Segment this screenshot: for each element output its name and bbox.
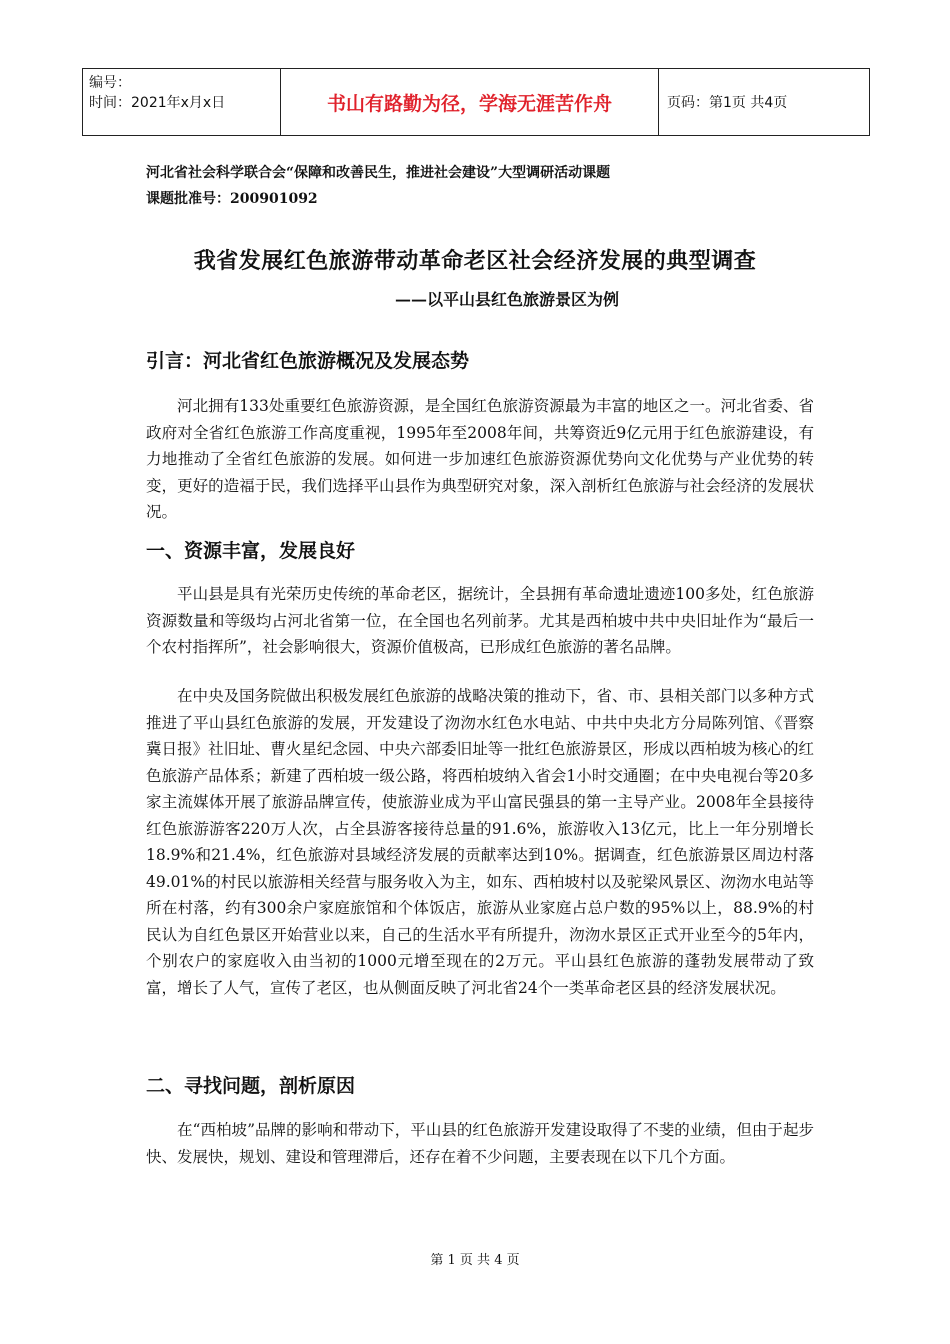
header-meta-cell [83, 69, 281, 135]
section-1-paragraph-1: 平山县是具有光荣历史传统的革命老区，据统计，全县拥有革命遗址遗迹100多处，红色旅游资源数量和等级均占河北省第一位，在全国也名列前茅。尤其是西柏坡中共中央旧址作为“最后一个农村指挥所”，社会影响很大，资源价值极高，已形成红色旅游的著名品牌。 [146, 585, 814, 656]
header-table [82, 68, 870, 136]
topic-approval-number: 课题批准号：200901092 [146, 191, 318, 207]
section-1-heading: 一、资源丰富，发展良好 [146, 540, 356, 562]
document-date: 时间：2021年x月x日 [89, 95, 226, 111]
document-subtitle: ——以平山县红色旅游景区为例 [395, 290, 620, 309]
page-footer: 第 1 页 共 4 页 [430, 1253, 520, 1268]
document-number-label: 编号： [89, 75, 131, 91]
header-page-info: 页码：第1页 共4页 [667, 95, 788, 111]
intro-heading: 引言：河北省红色旅游概况及发展态势 [146, 350, 470, 372]
intro-paragraph: 河北拥有133处重要红色旅游资源，是全国红色旅游资源最为丰富的地区之一。河北省委、省政府对全省红色旅游工作高度重视，1995年至2008年间，共筹资近9亿元用于红色旅游建设，有力地推动了全省红色旅游的发展。如何进一步加速红色旅游资源优势向文化优势与产业优势的转变，更好的造福于民，我们选择平山县作为典型研究对象，深入剖析红色旅游与社会经济的发展状况。 [146, 397, 814, 521]
topic-line-1: 河北省社会科学联合会“保障和改善民生，推进社会建设”大型调研活动课题 [146, 165, 611, 181]
document-title: 我省发展红色旅游带动革命老区社会经济发展的典型调查 [193, 249, 757, 274]
section-2-heading: 二、寻找问题，剖析原因 [146, 1075, 356, 1097]
header-motto: 书山有路勤为径，学海无涯苦作舟 [281, 69, 659, 135]
section-1-paragraph-2: 在中央及国务院做出积极发展红色旅游的战略决策的推动下，省、市、县相关部门以多种方式推进了平山县红色旅游的发展，开发建设了沕沕水红色水电站、中共中央北方分局陈列馆、《晋察冀日报》社旧址、曹火星纪念园、中央六部委旧址等一批红色旅游景区，形成以西柏坡为核心的红色旅游产品体系；新建了西柏坡一级公路，将西柏坡纳入省会1小时交通圈；在中央电视台等20多家主流媒体开展了旅游品牌宣传，使旅游业成为平山富民强县的第一主导产业。2008年全县接待红色旅游游客220万人次，占全县游客接待总量的91.6%，旅游收入13亿元，比上一年分别增长18.9%和21.4%，红色旅游对县域经济发展的贡献率达到10%。据调查，红色旅游景区周边村落49.01%的村民以旅游相关经营与服务收入为主，如东、西柏坡村以及驼梁风景区、沕沕水电站等所在村落，约有300余户家庭旅馆和个体饭店，旅游从业家庭占总户数的95%以上，88.9%的村民认为自红色景区开始营业以来，自己的生活水平有所提升，沕沕水景区正式开业至今的5年内，个别农户的家庭收入由当初的1000元增至现在的2万元。平山县红色旅游的蓬勃发展带动了致富，增长了人气，宣传了老区，也从侧面反映了河北省24个一类革命老区县的经济发展状况。 [146, 687, 814, 997]
section-2-paragraph: 在“西柏坡”品牌的影响和带动下，平山县的红色旅游开发建设取得了不斐的业绩，但由于起步快、发展快，规划、建设和管理滞后，还存在着不少问题，主要表现在以下几个方面。 [146, 1121, 814, 1166]
